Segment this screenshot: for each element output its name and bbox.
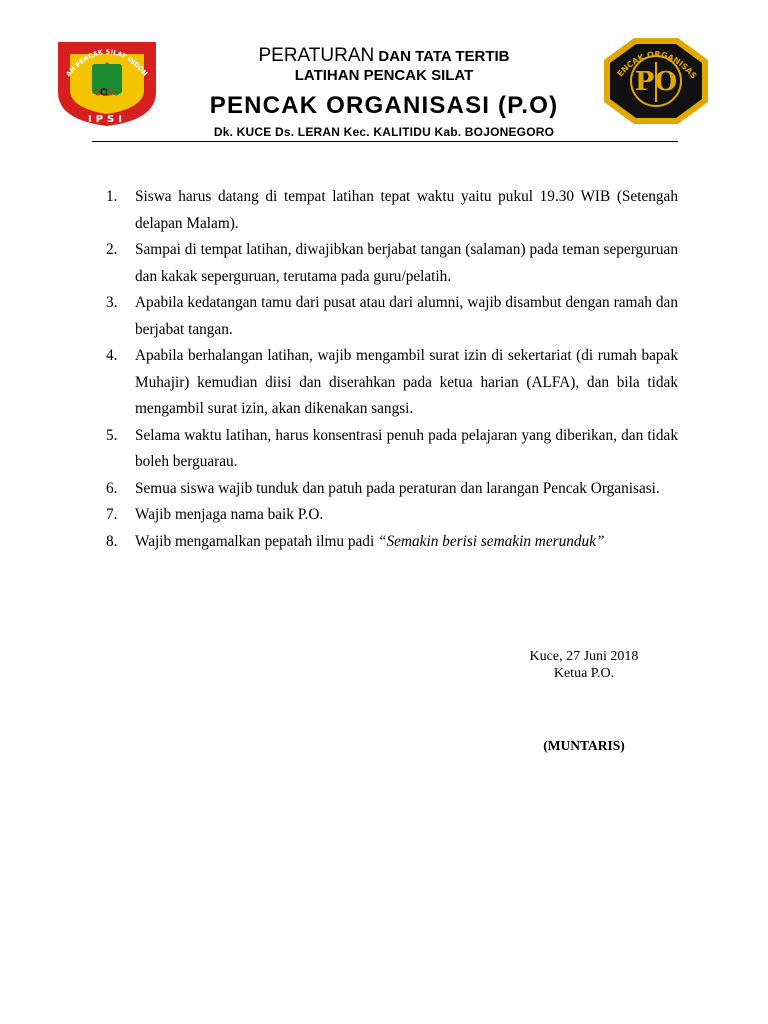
rule-number: 6.: [106, 479, 118, 497]
rule-text: Siswa harus datang di tempat latihan tepat waktu yaitu pukul 19.30 WIB (Setengah delapan Malam).: [135, 188, 678, 232]
organization-address: Dk. KUCE Ds. LERAN Kec. KALITIDU Kab. BOJONEGORO: [213, 125, 555, 139]
header-title-part1: PERATURAN: [258, 45, 375, 66]
organization-name: PENCAK ORGANISASI (P.O): [209, 92, 559, 119]
po-logo: [600, 34, 712, 128]
rule-text: Wajib menjaga nama baik P.O.: [135, 506, 324, 523]
rule-item: [106, 529, 678, 556]
rule-item: [106, 184, 678, 237]
po-arc-text: ENCAK ORGANISAS: [615, 49, 699, 81]
rule-text: Sampai di tempat latihan, diwajibkan berjabat tangan (salaman) pada teman seperguruan dan kakak seperguruan, terutama pada guru/pelatih.: [135, 241, 678, 285]
header-subtitle: LATIHAN PENCAK SILAT: [294, 67, 474, 84]
header-divider: [92, 141, 678, 142]
rule-number: 4.: [106, 347, 118, 364]
rule-number: 5.: [106, 426, 118, 444]
rule-text: Selama waktu latihan, harus konsentrasi penuh pada pelajaran yang diberikan, dan tidak boleh berguarau.: [135, 426, 678, 470]
signature-place-date: Kuce, 27 Juni 2018: [529, 649, 639, 664]
header-title: [168, 46, 600, 67]
ipsi-logo: [52, 34, 162, 128]
header-title-part2: DAN TATA TERTIB: [374, 48, 510, 65]
rule-number: 8.: [106, 532, 118, 550]
ipsi-logo-icon: [52, 34, 162, 128]
signature-position: Ketua P.O.: [553, 666, 615, 681]
rule-text: Semua siswa wajib tunduk dan patuh pada peraturan dan larangan Pencak Organisasi.: [135, 479, 660, 497]
header: [168, 46, 600, 140]
rule-number: 3.: [106, 294, 118, 311]
rule-item: [106, 237, 678, 290]
signature-block: [504, 648, 664, 682]
rule-number: 2.: [106, 241, 118, 258]
rule-item: [106, 476, 678, 503]
rule-text: Wajib mengamalkan pepatah ilmu padi “Semakin berisi semakin merunduk”: [135, 532, 605, 550]
rule-item: [106, 423, 678, 476]
ipsi-bottom-text: IPSI: [88, 114, 126, 125]
po-monogram: PO: [634, 67, 678, 97]
signatory-name: (MUNTARIS): [543, 738, 625, 753]
rules-list: [106, 184, 678, 555]
po-logo-icon: [600, 34, 712, 128]
rule-number: 7.: [106, 506, 118, 523]
rule-item: [106, 343, 678, 423]
rule-text: Apabila kedatangan tamu dari pusat atau dari alumni, wajib disambut dengan ramah dan berjabat tangan.: [135, 294, 678, 338]
rule-text: Apabila berhalangan latihan, wajib mengambil surat izin di sekertariat (di rumah bapak Muhajir) kemudian diisi dan diserahkan pada ketua harian (ALFA), dan bila tidak mengambil surat izin, akan dikenakan sangsi.: [135, 347, 678, 417]
rule-number: 1.: [106, 188, 118, 205]
rule-item: [106, 290, 678, 343]
ipsi-arc-text: AN PENCAK SILAT INDON: [64, 47, 150, 79]
rule-item: [106, 502, 678, 529]
